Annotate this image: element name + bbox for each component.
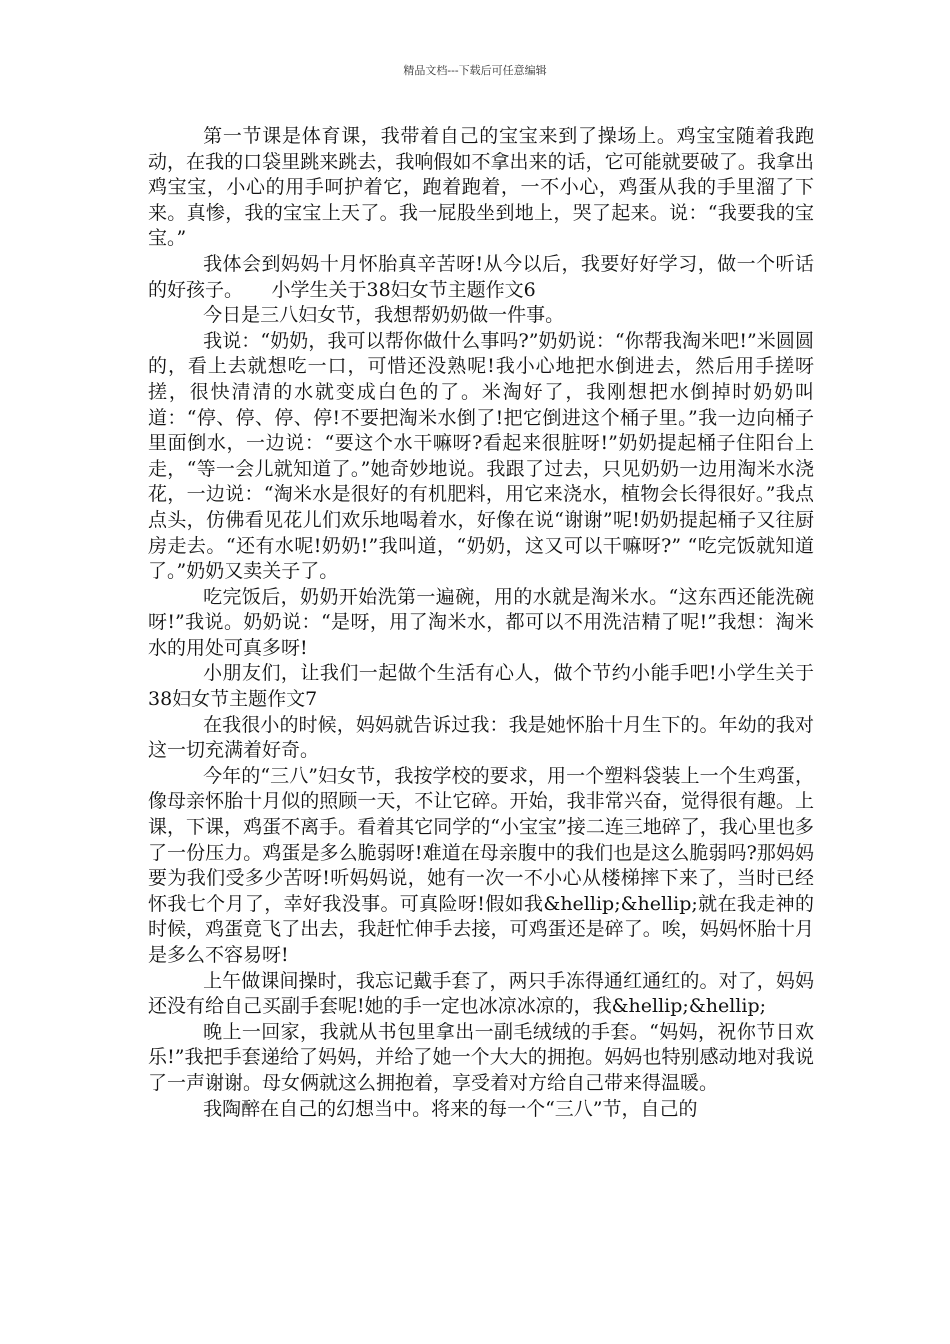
paragraph-4: 我说：“奶奶，我可以帮你做什么事吗?”奶奶说：“你帮我淘米吧!”米圆圆的，看上去就想吃一口，可惜还没熟呢!我小心地把水倒进去，然后用手搓呀搓，很快清清的水就变成白色的了。米淘好了，我刚想把水倒掉时奶奶叫道：“停、停、停、停!不要把淘米水倒了!把它倒进这个桶子里。”我一边向桶子里面倒水，一边说：“要这个水干嘛呀?看起来很脏呀!”奶奶提起桶子住阳台上走，“等一会儿就知道了。”她奇妙地说。我跟了过去，只见奶奶一边用淘米水浇花，一边说：“淘米水是很好的有机肥料，用它来浇水，植物会长得很好。”我点点头，仿佛看见花儿们欢乐地喝着水，好像在说“谢谢”呢!奶奶提起桶子又往厨房走去。“还有水呢!奶奶!”我叫道，“奶奶，这又可以干嘛呀?” “吃完饭就知道了。”奶奶又卖关子了。	[148, 329, 814, 583]
paragraph-8: 今年的“三八”妇女节，我按学校的要求，用一个塑料袋装上一个生鸡蛋，像母亲怀胎十月似的照顾一天，不让它碎。开始，我非常兴奋，觉得很有趣。上课，下课，鸡蛋不离手。看着其它同学的“小宝宝”接二连三地碎了，我心里也多了一份压力。鸡蛋是多么脆弱呀!难道在母亲腹中的我们也是这么脆弱吗?那妈妈要为我们受多少苦呀!听妈妈说，她有一次一不小心从楼梯摔下来了，当时已经怀我七个月了，幸好我没事。可真险呀!假如我&hellip;&hellip;就在我走神的时候，鸡蛋竟飞了出去，我赶忙伸手去接，可鸡蛋还是碎了。唉，妈妈怀胎十月是多么不容易呀!	[148, 764, 814, 966]
paragraph-6: 小朋友们，让我们一起做个生活有心人，做个节约小能手吧!小学生关于38妇女节主题作文7	[148, 662, 814, 711]
article-body	[148, 124, 814, 1122]
paragraph-1: 第一节课是体育课，我带着自己的宝宝来到了操场上。鸡宝宝随着我跑动，在我的口袋里跳来跳去，我响假如不拿出来的话，它可能就要破了。我拿出鸡宝宝，小心的用手呵护着它，跑着跑着，一不小心，鸡蛋从我的手里溜了下来。真惨，我的宝宝上天了。我一屁股坐到地上，哭了起来。说：“我要我的宝宝。”	[148, 125, 814, 250]
paragraph-2: 我体会到妈妈十月怀胎真辛苦呀!从今以后，我要好好学习，做一个听话的好孩子。 小学生关于38妇女节主题作文6	[148, 252, 814, 301]
paragraph-10: 晚上一回家，我就从书包里拿出一副毛绒绒的手套。“妈妈，祝你节日欢乐!”我把手套递给了妈妈，并给了她一个大大的拥抱。妈妈也特别感动地对我说了一声谢谢。母女俩就这么拥抱着，享受着对方给自己带来得温暖。	[148, 1020, 814, 1094]
page-header: 精品文档---下载后可任意编辑	[403, 64, 547, 77]
paragraph-7: 在我很小的时候，妈妈就告诉过我：我是她怀胎十月生下的。年幼的我对这一切充满着好奇。	[148, 713, 814, 762]
paragraph-9: 上午做课间操时，我忘记戴手套了，两只手冻得通红通红的。对了，妈妈还没有给自己买副手套呢!她的手一定也冰凉冰凉的，我&hellip;&hellip;	[148, 969, 814, 1018]
paragraph-5: 吃完饭后，奶奶开始洗第一遍碗，用的水就是淘米水。“这东西还能洗碗呀!”我说。奶奶说：“是呀，用了淘米水，都可以不用洗洁精了呢!”我想：淘米水的用处可真多呀!	[148, 585, 814, 659]
paragraph-11: 我陶醉在自己的幻想当中。将来的每一个“三八”节，自己的	[203, 1097, 698, 1120]
paragraph-3: 今日是三八妇女节，我想帮奶奶做一件事。	[203, 304, 565, 327]
